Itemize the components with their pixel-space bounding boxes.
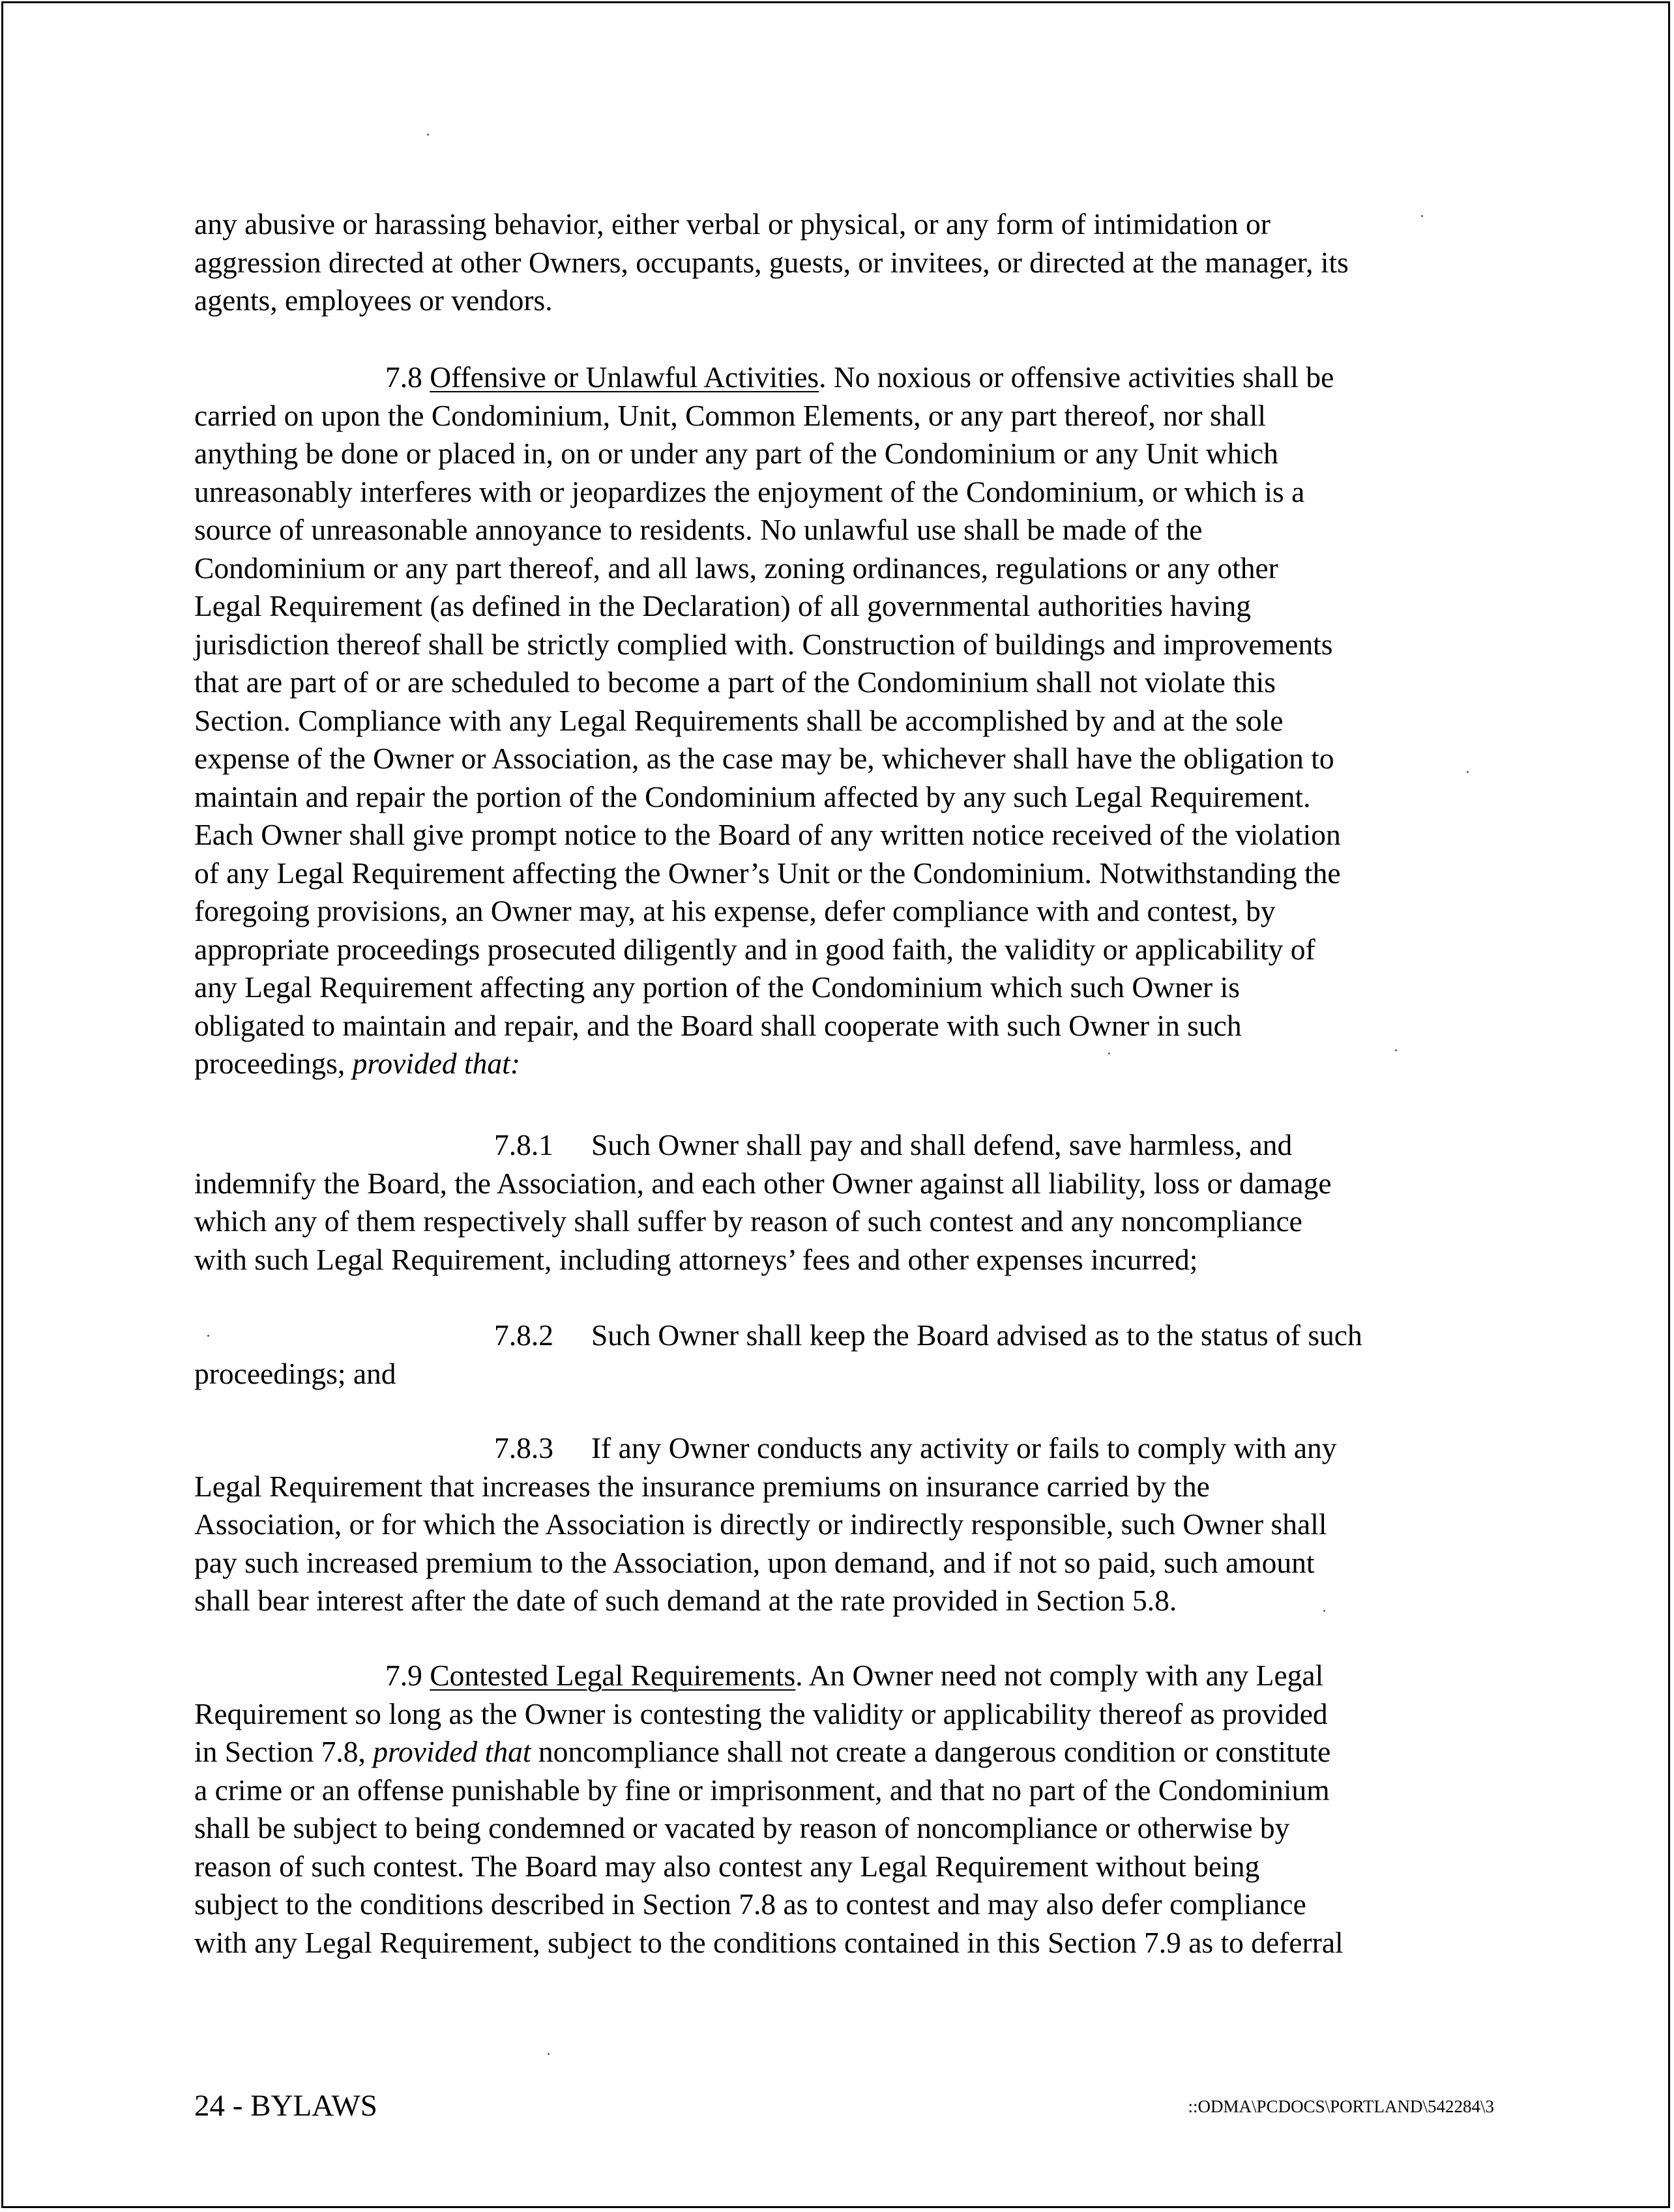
intro-paragraph xyxy=(194,205,1485,320)
section-number: 7.8 xyxy=(385,360,422,394)
text-line: a crime or an offense punishable by fine or imprisonment, and that no part of the Condominium xyxy=(194,1773,1330,1807)
text-line: Such Owner shall pay and shall defend, save harmless, and xyxy=(591,1128,1293,1161)
text-line: foregoing provisions, an Owner may, at his expense, defer compliance with and contest, by xyxy=(194,894,1276,927)
text-line: in Section 7.8, xyxy=(194,1735,374,1768)
text-line: shall bear interest after the date of such demand at the rate provided in Section 5.8. xyxy=(194,1584,1177,1617)
text-line: subject to the conditions described in Section 7.8 as to contest and may also defer compliance xyxy=(194,1887,1306,1921)
text-line: anything be done or placed in, on or under any part of the Condominium or any Unit which xyxy=(194,437,1278,470)
text-line: noncompliance shall not create a dangerous condition or constitute xyxy=(531,1735,1331,1768)
text-line: with such Legal Requirement, including attorneys’ fees and other expenses incurred; xyxy=(194,1242,1198,1276)
section-number: 7.8.1 xyxy=(494,1128,553,1161)
section-number: 7.9 xyxy=(385,1659,422,1692)
text-line: carried on upon the Condominium, Unit, Common Elements, or any part thereof, nor shall xyxy=(194,398,1266,432)
text-line: Association, or for which the Association is directly or indirectly responsible, such Owner shall xyxy=(194,1507,1327,1541)
text-line: Section. Compliance with any Legal Requirements shall be accomplished by and at the sole xyxy=(194,703,1284,737)
section-7-8-3 xyxy=(194,1429,1485,1620)
section-7-8-2-first-line xyxy=(194,1317,1485,1355)
text-line: that are part of or are scheduled to become a part of the Condominium shall not violate this xyxy=(194,665,1276,699)
section-number: 7.8.3 xyxy=(494,1431,553,1464)
text-line: source of unreasonable annoyance to residents. No unlawful use shall be made of the xyxy=(194,513,1203,546)
section-7-9-line3 xyxy=(194,1733,1485,1771)
section-7-8 xyxy=(194,358,1485,1083)
text-line: aggression directed at other Owners, occupants, guests, or invitees, or directed at the manager, its xyxy=(194,245,1349,279)
section-7-9 xyxy=(194,1657,1485,1962)
scan-speck xyxy=(427,134,429,136)
text-line: Such Owner shall keep the Board advised as to the status of such xyxy=(591,1318,1362,1352)
footer-doc-path: ::ODMA\PCDOCS\PORTLAND\542284\3 xyxy=(1188,2097,1494,2116)
text-line: proceedings; and xyxy=(194,1356,396,1390)
section-heading: Offensive or Unlawful Activities xyxy=(430,360,819,394)
scan-speck xyxy=(548,2053,550,2055)
text-line: pay such increased premium to the Association, upon demand, and if not so paid, such amount xyxy=(194,1545,1315,1579)
text-line: which any of them respectively shall suffer by reason of such contest and any noncompliance xyxy=(194,1204,1302,1238)
text-line: reason of such contest. The Board may also contest any Legal Requirement without being xyxy=(194,1849,1260,1883)
text-line: any Legal Requirement affecting any portion of the Condominium which such Owner is xyxy=(194,970,1240,1004)
section-7-8-3-first-line xyxy=(194,1429,1485,1468)
text-line: unreasonably interferes with or jeopardizes the enjoyment of the Condominium, or which is a xyxy=(194,474,1305,508)
text-line: Condominium or any part thereof, and all laws, zoning ordinances, regulations or any other xyxy=(194,551,1278,585)
section-7-9-first-line xyxy=(194,1657,1485,1695)
text-line: Requirement so long as the Owner is contesting the validity or applicability thereof as provided xyxy=(194,1696,1328,1730)
text-line: proceedings, xyxy=(194,1047,353,1080)
footer-page-label: 24 - BYLAWS xyxy=(194,2089,377,2123)
text-line: Legal Requirement that increases the insurance premiums on insurance carried by the xyxy=(194,1469,1210,1503)
italic-phrase: provided that xyxy=(352,1047,510,1080)
section-heading: Contested Legal Requirements xyxy=(430,1659,796,1692)
section-7-8-last-line xyxy=(194,1045,1485,1083)
text-line: jurisdiction thereof shall be strictly complied with. Construction of buildings and improvements xyxy=(194,627,1333,661)
text-line: maintain and repair the portion of the Condominium affected by any such Legal Requirement. xyxy=(194,779,1311,813)
text-line: If any Owner conducts any activity or fails to comply with any xyxy=(591,1431,1337,1464)
text-line: shall be subject to being condemned or vacated by reason of noncompliance or otherwise by xyxy=(194,1811,1290,1844)
text-line: with any Legal Requirement, subject to the conditions contained in this Section 7.9 as to deferral xyxy=(194,1925,1344,1959)
text-line: expense of the Owner or Association, as the case may be, whichever shall have the obligation to xyxy=(194,742,1334,775)
section-7-8-2 xyxy=(194,1317,1485,1393)
section-7-8-first-line xyxy=(194,358,1485,397)
text-line: agents, employees or vendors. xyxy=(194,284,553,317)
section-7-8-1-first-line xyxy=(194,1126,1485,1165)
text-line: Each Owner shall give prompt notice to the Board of any written notice received of the violation xyxy=(194,818,1341,851)
italic-phrase: provided that xyxy=(373,1735,531,1768)
text-line: obligated to maintain and repair, and the Board shall cooperate with such Owner in such xyxy=(194,1008,1242,1042)
text-line: . An Owner need not comply with any Legal xyxy=(795,1659,1324,1692)
section-7-8-1 xyxy=(194,1126,1485,1279)
text-line: any abusive or harassing behavior, either verbal or physical, or any form of intimidation or xyxy=(194,207,1270,240)
text-line: indemnify the Board, the Association, and each other Owner against all liability, loss or damage xyxy=(194,1166,1332,1200)
text-line: Legal Requirement (as defined in the Declaration) of all governmental authorities having xyxy=(194,589,1251,622)
text-line: : xyxy=(510,1047,520,1080)
text-line: appropriate proceedings prosecuted diligently and in good faith, the validity or applicability of xyxy=(194,932,1315,966)
text-line: of any Legal Requirement affecting the Owner’s Unit or the Condominium. Notwithstanding the xyxy=(194,856,1341,890)
text-line: . No noxious or offensive activities shall be xyxy=(819,360,1334,394)
section-number: 7.8.2 xyxy=(494,1318,553,1352)
